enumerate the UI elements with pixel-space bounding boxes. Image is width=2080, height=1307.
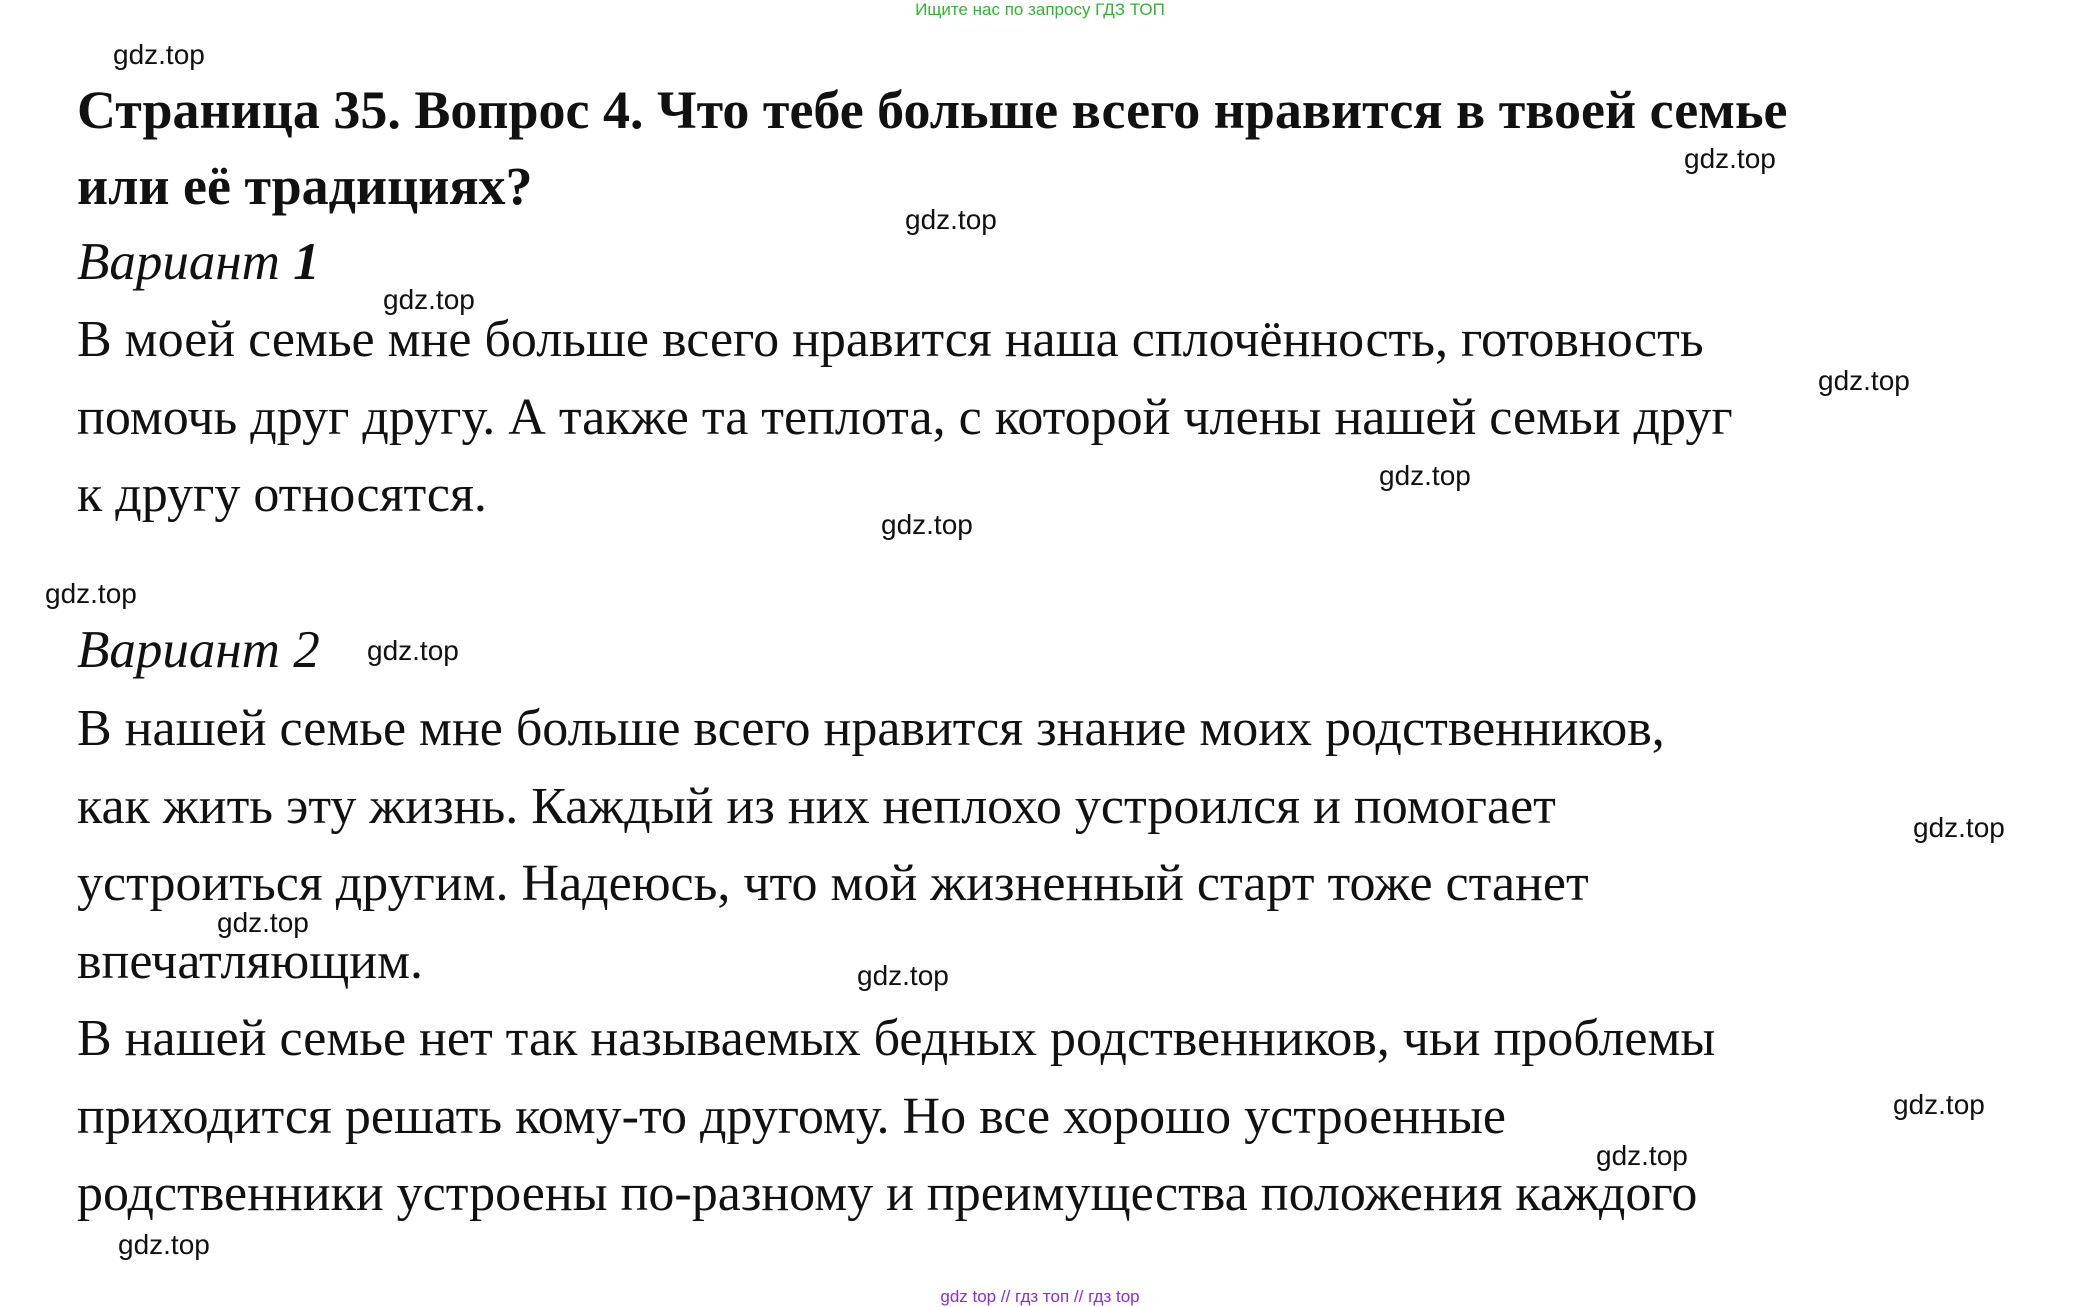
watermark: gdz.top: [217, 907, 309, 938]
variant-2-number: 2: [293, 621, 320, 679]
watermark: gdz.top: [1818, 365, 1910, 396]
watermark: gdz.top: [1596, 1140, 1688, 1171]
watermark: gdz.top: [45, 578, 137, 609]
watermark: gdz.top: [113, 39, 205, 70]
watermark: gdz.top: [118, 1229, 210, 1260]
heading-line-1: Страница 35. Вопрос 4. Что тебе больше всего нравится в твоей семье: [77, 80, 1788, 140]
answer-line: В нашей семье нет так называемых бедных родственников, чьи проблемы: [77, 1010, 1716, 1067]
top-search-banner[interactable]: [0, 0, 2080, 20]
watermark: gdz.top: [1893, 1089, 1985, 1120]
variant-2-title: [77, 620, 320, 680]
watermark: gdz.top: [905, 204, 997, 235]
variant-1-number: 1: [293, 233, 320, 291]
answer-line: родственники устроены по-разному и преимущества положения каждого: [77, 1165, 1698, 1222]
variant-2-label: Вариант: [77, 621, 280, 679]
answer-line: устроиться другим. Надеюсь, что мой жизненный старт тоже станет: [77, 855, 1589, 912]
answer-line: В нашей семье мне больше всего нравится знание моих родственников,: [77, 700, 1665, 757]
answer-line: В моей семье мне больше всего нравится наша сплочённость, готовность: [77, 311, 1704, 368]
banner-text[interactable]: Ищите нас по запросу ГДЗ ТОП: [915, 0, 1165, 19]
footer-separator: //: [1073, 1287, 1084, 1306]
variant-2-answer: [77, 690, 2037, 1233]
answer-line: впечатляющим.: [77, 932, 423, 990]
watermark: gdz.top: [1379, 460, 1471, 491]
footer-link-gdz-top[interactable]: gdz top: [940, 1287, 997, 1306]
variant-1-label: Вариант: [77, 233, 280, 291]
answer-line: помочь друг другу. А также та теплота, с которой члены нашей семьи друг: [77, 388, 1733, 446]
watermark: gdz.top: [367, 635, 459, 666]
watermark: gdz.top: [383, 284, 475, 315]
heading-line-2: или её традициях?: [77, 156, 533, 216]
answer-line: приходится решать кому-то другому. Но все хорошо устроенные: [77, 1087, 1507, 1145]
footer-link-gdz-top-ru[interactable]: гдз топ: [1015, 1287, 1070, 1306]
watermark: gdz.top: [1913, 812, 2005, 843]
answer-line: как жить эту жизнь. Каждый из них неплохо устроился и помогает: [77, 777, 1556, 835]
footer-link-gdz-top-mixed[interactable]: гдз top: [1088, 1287, 1140, 1306]
answer-line: к другу относятся.: [77, 466, 487, 523]
watermark: gdz.top: [857, 960, 949, 991]
variant-1-answer: [77, 301, 2037, 534]
watermark: gdz.top: [881, 509, 973, 540]
watermark: gdz.top: [1684, 143, 1776, 174]
variant-1-title: [77, 232, 320, 292]
footer-links: [0, 1287, 2080, 1307]
footer-separator: //: [1000, 1287, 1011, 1306]
